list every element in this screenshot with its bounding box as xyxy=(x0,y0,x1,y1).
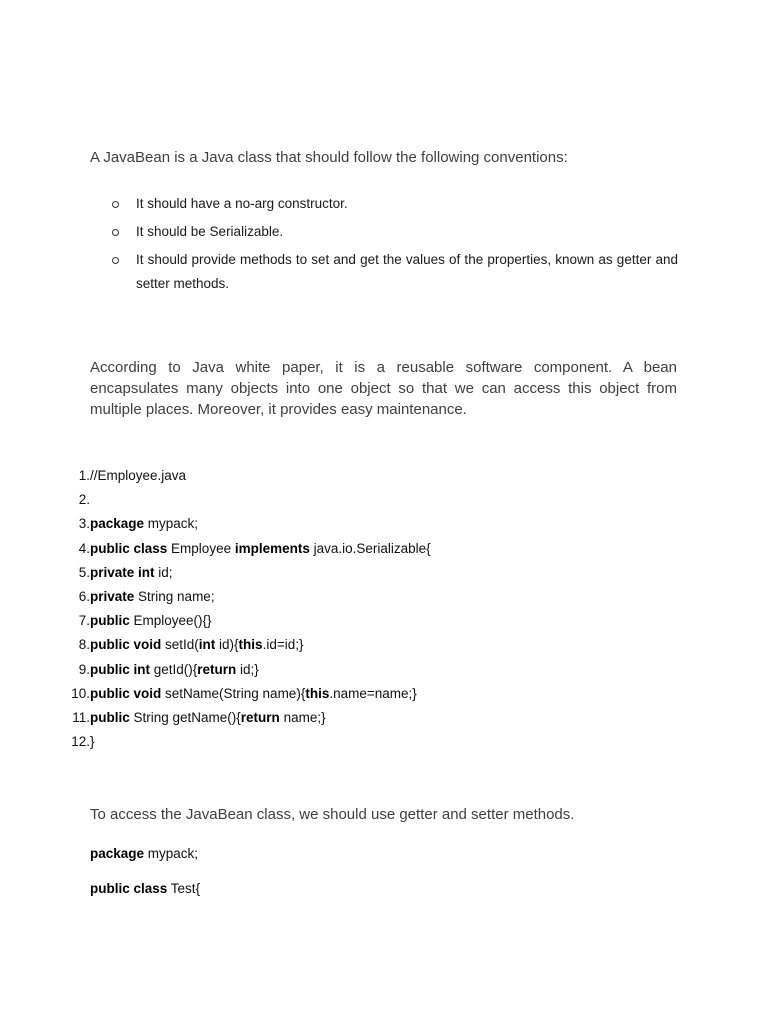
code-content xyxy=(90,537,431,561)
code-text: id; xyxy=(154,564,173,580)
code-keyword: public int xyxy=(90,661,150,677)
line-number: 12. xyxy=(71,734,90,750)
code-keyword: implements xyxy=(234,540,310,556)
code-text: String name; xyxy=(134,588,215,604)
code-keyword: private int xyxy=(90,564,155,580)
line-number: 11. xyxy=(72,709,90,725)
description-paragraph: According to Java white paper, it is a reusable software component. A bean encapsulates many objects into one object so that we can access this object from multiple places. Moreover, it provides easy maintenance. xyxy=(90,359,677,418)
line-number: 9. xyxy=(78,661,90,677)
line-number: 6. xyxy=(78,588,90,604)
circle-bullet-icon xyxy=(112,229,119,236)
code-keyword: public xyxy=(90,709,130,725)
code-keyword: package xyxy=(90,846,145,861)
code-listing xyxy=(64,464,431,754)
code-line xyxy=(64,512,431,536)
code-content xyxy=(90,730,95,754)
code-text: String getName(){ xyxy=(129,709,241,725)
code-line xyxy=(64,730,431,754)
code-line xyxy=(64,682,431,706)
code-text: id;} xyxy=(236,661,259,677)
code-text: } xyxy=(90,734,95,750)
snippet-line xyxy=(90,846,198,861)
code-text: java.io.Serializable{ xyxy=(309,540,431,556)
code-content xyxy=(90,682,417,706)
code-keyword: public void xyxy=(90,685,162,701)
line-number: 5. xyxy=(78,564,90,580)
line-number: 2. xyxy=(78,492,90,508)
list-item-text: It should have a no-arg constructor. xyxy=(136,196,348,211)
code-text: //Employee.java xyxy=(90,468,187,483)
code-content xyxy=(90,609,212,633)
snippet-line xyxy=(90,881,200,896)
list-item xyxy=(110,248,678,296)
code-line xyxy=(64,488,431,512)
code-content xyxy=(90,706,326,730)
code-keyword: return xyxy=(197,661,237,677)
intro-text: A JavaBean is a Java class that should follow the following conventions: xyxy=(90,149,568,166)
code-keyword: package xyxy=(90,516,145,532)
circle-bullet-icon xyxy=(112,201,119,208)
code-text: setId( xyxy=(161,637,199,653)
code-text: mypack; xyxy=(144,846,199,861)
code-line xyxy=(64,658,431,682)
line-number: 3. xyxy=(78,516,90,532)
code-line xyxy=(64,561,431,585)
code-keyword: private xyxy=(90,588,135,604)
code-keyword: public class xyxy=(90,881,168,896)
code-line xyxy=(64,633,431,657)
circle-bullet-icon xyxy=(112,257,119,264)
code-content xyxy=(90,464,186,488)
code-text: name;} xyxy=(279,709,326,725)
list-item xyxy=(110,220,678,244)
code-content xyxy=(90,561,173,585)
code-keyword: public xyxy=(90,613,130,629)
code-line xyxy=(64,464,431,488)
code-text: .name=name;} xyxy=(329,685,417,701)
line-number: 4. xyxy=(78,540,90,556)
code-content xyxy=(90,658,259,682)
code-keyword: public void xyxy=(90,637,162,653)
list-item-text: It should provide methods to set and get the values of the properties, known as getter and setter methods. xyxy=(136,252,678,291)
code-text: setName(String name){ xyxy=(161,685,306,701)
code-keyword: int xyxy=(198,637,216,653)
code-keyword: this xyxy=(238,637,263,653)
code-text: Employee xyxy=(167,540,235,556)
code-keyword: return xyxy=(240,709,280,725)
code-text: getId(){ xyxy=(150,661,198,677)
code-line xyxy=(64,706,431,730)
code-text: Test{ xyxy=(167,881,201,896)
code-keyword: public class xyxy=(90,540,168,556)
line-number: 7. xyxy=(78,613,90,629)
code-keyword: this xyxy=(305,685,330,701)
code-text: id){ xyxy=(215,637,239,653)
code-line xyxy=(64,585,431,609)
line-number: 1. xyxy=(78,468,90,483)
line-number: 8. xyxy=(78,637,90,653)
list-item xyxy=(110,192,678,216)
code-content xyxy=(90,585,215,609)
line-number: 10. xyxy=(71,685,90,701)
code-text: Employee(){} xyxy=(129,613,212,629)
code-text: .id=id;} xyxy=(262,637,304,653)
code-content xyxy=(90,512,198,536)
code-content xyxy=(90,633,303,657)
code-line xyxy=(64,609,431,633)
code-line xyxy=(64,537,431,561)
list-item-text: It should be Serializable. xyxy=(136,224,284,239)
outro-text: To access the JavaBean class, we should use getter and setter methods. xyxy=(90,806,575,823)
code-text: mypack; xyxy=(144,516,199,532)
conventions-list xyxy=(110,192,678,300)
